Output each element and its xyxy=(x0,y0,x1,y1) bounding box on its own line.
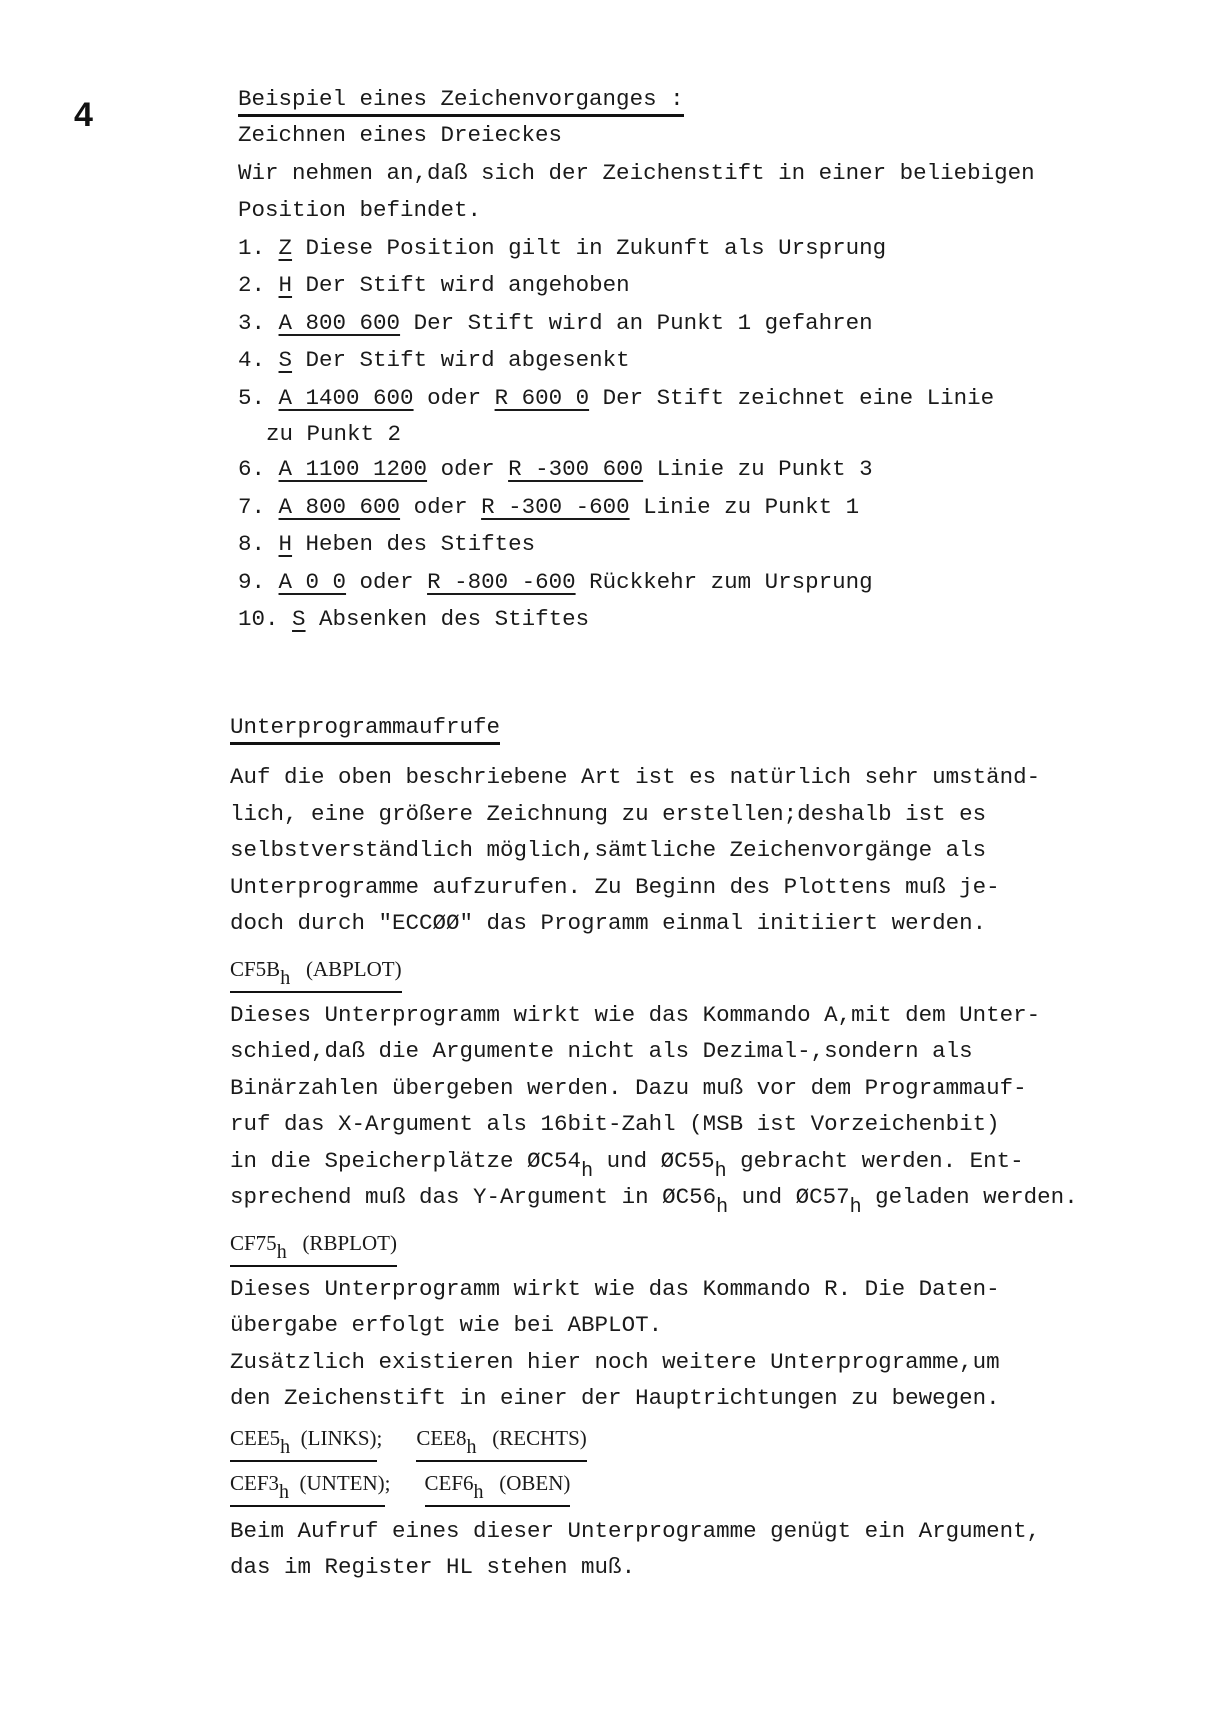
step-number: 10. xyxy=(238,606,279,632)
abplot-paragraph xyxy=(230,997,1210,1219)
rbplot-address: $CF75_h$ (RBPLOT) xyxy=(230,1230,397,1267)
step-number: 3. xyxy=(238,309,266,336)
command-token: A 1100 1200 xyxy=(278,456,428,482)
abplot-address: $CF5B_h$ (ABPLOT) xyxy=(230,956,402,993)
step-number: 7. xyxy=(238,493,266,520)
step-text: Absenken des Stiftes xyxy=(305,606,590,632)
rbplot-paragraph xyxy=(230,1271,1210,1417)
command-token: A 1400 600 xyxy=(278,384,414,411)
text-line: lich, eine größere Zeichnung zu erstellen;deshalb ist es xyxy=(230,800,987,827)
text-line: den Zeichenstift in einer der Hauptrichtungen zu bewegen. xyxy=(230,1385,1000,1411)
step-text: oder xyxy=(346,568,428,595)
direction-row-vertical: $CEF3_h$ (UNTEN); $CEF6_h$ (OBEN) xyxy=(230,1462,1210,1507)
command-token: R 600 0 xyxy=(494,384,590,411)
step-number: 8. xyxy=(238,531,266,557)
text-line: Unterprogramme aufzurufen. Zu Beginn des Plottens muß je- xyxy=(230,873,1000,900)
step-text: oder xyxy=(413,384,495,411)
step-text: Linie zu Punkt 1 xyxy=(629,493,860,520)
text-line: Auf die oben beschriebene Art ist es natürlich sehr umständ- xyxy=(230,764,1041,790)
step-item xyxy=(238,267,1198,305)
step-text: oder xyxy=(400,493,482,520)
step-item xyxy=(238,342,1198,380)
step-text: Der Stift wird abgesenkt xyxy=(292,347,630,373)
step-item xyxy=(238,526,1198,564)
text-line: übergabe erfolgt wie bei ABPLOT. xyxy=(230,1312,663,1338)
text-line: das im Register HL stehen muß. xyxy=(230,1554,636,1580)
step-continuation: zu Punkt 2 xyxy=(266,421,402,447)
step-item xyxy=(238,305,1198,343)
step-number: 5. xyxy=(238,384,266,411)
text-line: Wir nehmen an,daß sich der Zeichenstift in einer beliebigen xyxy=(238,159,1035,186)
step-number: 4. xyxy=(238,347,266,373)
step-item xyxy=(238,489,1198,527)
step-item xyxy=(238,564,1198,602)
step-text: Linie zu Punkt 3 xyxy=(643,456,873,482)
step-text: Der Stift wird angehoben xyxy=(292,272,630,298)
rbplot-heading xyxy=(230,1222,1210,1267)
text-line: Dieses Unterprogramm wirkt wie das Kommando R. Die Daten- xyxy=(230,1275,1000,1302)
section-subroutine-calls xyxy=(230,712,1210,1586)
steps-list xyxy=(238,230,1198,639)
text-line: Position befindet. xyxy=(238,197,482,223)
intro-paragraph xyxy=(230,759,1210,942)
text-line: Binärzahlen übergeben werden. Dazu muß vor dem Programmauf- xyxy=(230,1074,1027,1101)
step-text: Der Stift zeichnet eine Linie xyxy=(589,384,995,411)
text-line: Zeichnen eines Dreieckes xyxy=(238,122,563,148)
step-text: Heben des Stiftes xyxy=(292,531,536,557)
command-token: H xyxy=(278,531,293,557)
page-number: 4 xyxy=(74,96,93,134)
step-text: Der Stift wird an Punkt 1 gefahren xyxy=(400,309,873,336)
text-line: in die Speicherplätze $ØC54_h$ und $ØC55_h$ gebracht werden. Ent- xyxy=(230,1147,1024,1183)
direction-row-horizontal: $CEE5_h$ (LINKS); $CEE8_h$ (RECHTS) xyxy=(230,1417,1210,1462)
text-line: selbstverständlich möglich,sämtliche Zeichenvorgänge als xyxy=(230,837,987,863)
abplot-heading xyxy=(230,948,1210,993)
command-token: Z xyxy=(278,234,293,261)
section-example-drawing xyxy=(238,84,1198,639)
unten-address: $CEF3_h$ (UNTEN) xyxy=(230,1470,385,1507)
command-token: A 800 600 xyxy=(278,309,401,336)
heading-subroutines: Unterprogrammaufrufe xyxy=(230,712,500,745)
step-item xyxy=(238,451,1198,489)
step-number: 2. xyxy=(238,272,266,298)
step-number: 6. xyxy=(238,456,266,482)
links-address: $CEE5_h$ (LINKS) xyxy=(230,1425,377,1462)
command-token: A 800 600 xyxy=(278,493,401,520)
text-line: Zusätzlich existieren hier noch weitere Unterprogramme,um xyxy=(230,1348,1000,1375)
step-item xyxy=(238,230,1198,268)
step-number: 9. xyxy=(238,568,266,595)
text-line: ruf das X-Argument als 16bit-Zahl (MSB ist Vorzeichenbit) xyxy=(230,1111,1000,1137)
text-line: sprechend muß das Y-Argument in $ØC56_h$ und $ØC57_h$ geladen werden. xyxy=(230,1184,1078,1219)
text-line: Dieses Unterprogramm wirkt wie das Kommando A,mit dem Unter- xyxy=(230,1001,1041,1028)
step-number: 1. xyxy=(238,234,266,261)
step-text: Rückkehr zum Ursprung xyxy=(575,568,873,595)
command-token: H xyxy=(278,272,293,298)
command-token: R -300 -600 xyxy=(481,493,630,520)
command-token: S xyxy=(292,606,306,632)
rechts-address: $CEE8_h$ (RECHTS) xyxy=(416,1425,586,1462)
command-token: S xyxy=(278,347,293,373)
text-line: Beim Aufruf eines dieser Unterprogramme genügt ein Argument, xyxy=(230,1517,1041,1544)
step-text: oder xyxy=(427,456,509,482)
heading-example: Beispiel eines Zeichenvorganges : xyxy=(238,84,684,117)
step-item xyxy=(238,601,1198,639)
step-item xyxy=(238,380,1198,418)
command-token: R -300 600 xyxy=(508,456,644,482)
command-token: A 0 0 xyxy=(278,568,347,595)
closing-paragraph xyxy=(230,1513,1210,1586)
text-line: schied,daß die Argumente nicht als Dezimal-,sondern als xyxy=(230,1038,973,1064)
step-text: Diese Position gilt in Zukunft als Ursprung xyxy=(292,234,887,261)
oben-address: $CEF6_h$ (OBEN) xyxy=(425,1470,571,1507)
command-token: R -800 -600 xyxy=(427,568,576,595)
text-line: doch durch "ECCØØ" das Programm einmal initiiert werden. xyxy=(230,910,987,936)
